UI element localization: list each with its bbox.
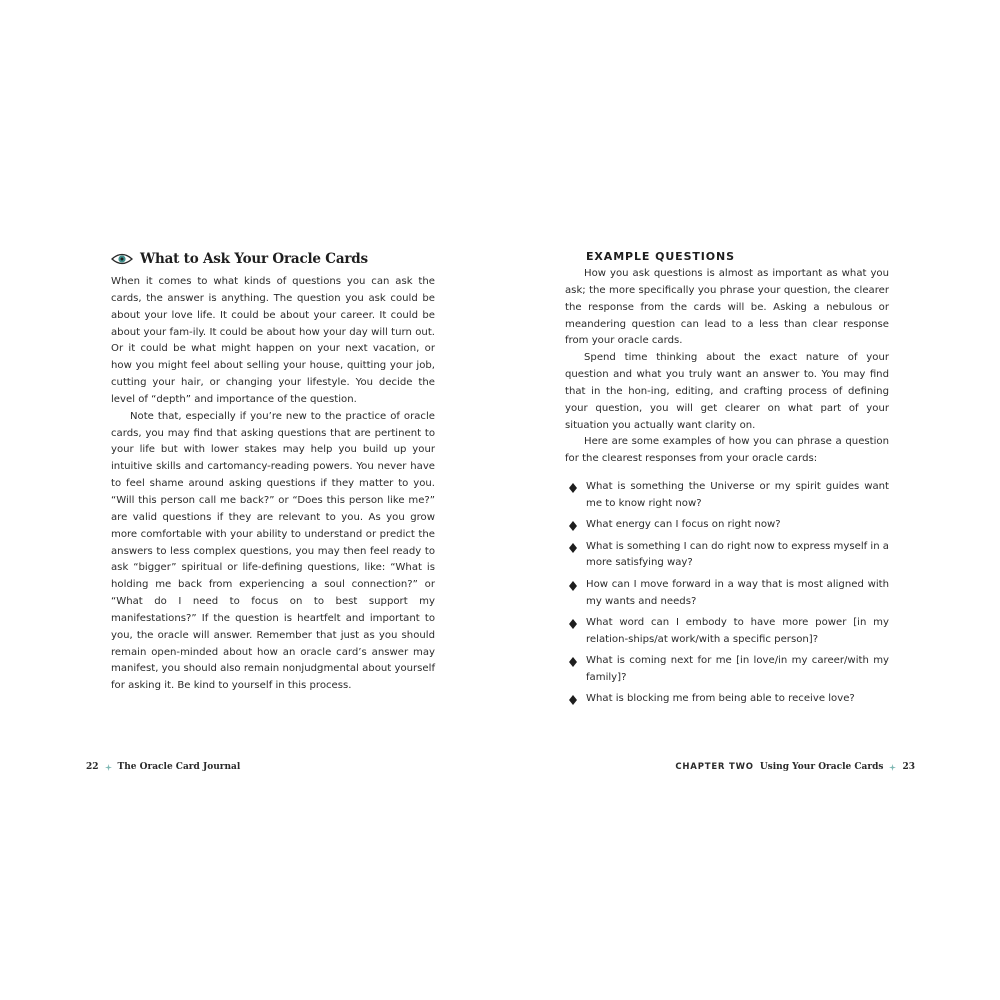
question-text: What is something I can do right now to express myself in a more satisfying way?: [586, 540, 889, 569]
left-body-text: [111, 274, 435, 695]
paragraph: Spend time thinking about the exact nature of your question and what you truly want an answer to. You may find that in the hon-ing, editing, and crafting process of defining your question, you will get clearer on what part of your situation you actually want clarity on.: [565, 352, 889, 431]
diamond-icon: [569, 581, 577, 591]
list-item: [565, 653, 889, 687]
list-item: [565, 517, 889, 534]
section-heading-text: What to Ask Your Oracle Cards: [140, 251, 368, 267]
page-number: 23: [902, 762, 915, 772]
page-number: 22: [86, 762, 99, 772]
diamond-icon: [569, 521, 577, 531]
right-footer: [675, 762, 915, 772]
diamond-icon: [569, 483, 577, 493]
eye-icon: [111, 252, 133, 266]
question-text: What word can I embody to have more power [in my relation-ships/at work/with a specific person]?: [586, 616, 889, 645]
question-text: How can I move forward in a way that is most aligned with my wants and needs?: [586, 578, 889, 607]
list-item: [565, 691, 889, 708]
paragraph: How you ask questions is almost as important as what you ask; the more specifically you phrase your question, the clearer the response from the cards will be. Asking a nebulous or meandering question can lead to a less than clear response from your oracle cards.: [565, 268, 889, 347]
list-item: [565, 479, 889, 513]
sparkle-icon: [105, 764, 112, 771]
diamond-icon: [569, 657, 577, 667]
list-item: [565, 615, 889, 649]
example-questions-heading: EXAMPLE QUESTIONS: [586, 250, 735, 263]
book-title: The Oracle Card Journal: [117, 762, 241, 772]
paragraph: Here are some examples of how you can phrase a question for the clearest responses from your oracle cards:: [565, 436, 889, 465]
diamond-icon: [569, 543, 577, 553]
section-heading: [111, 249, 451, 269]
diamond-icon: [569, 695, 577, 705]
paragraph: When it comes to what kinds of questions you can ask the cards, the answer is anything. The question you ask could be about your love life. It could be about your career. It could be about your fam-ily. It could be about how your day will turn out. Or it could be what might happen on your next vacation, or how you might feel about selling your house, quitting your job, cutting your hair, or changing your lifestyle. You decide the level of “depth” and importance of the question.: [111, 276, 435, 405]
diamond-icon: [569, 619, 577, 629]
list-item: [565, 539, 889, 573]
left-footer: [86, 762, 240, 772]
question-text: What energy can I focus on right now?: [586, 519, 781, 531]
question-list: [565, 479, 889, 713]
chapter-label: CHAPTER TWO: [675, 762, 754, 772]
question-text: What is blocking me from being able to receive love?: [586, 693, 855, 705]
paragraph: Note that, especially if you’re new to the practice of oracle cards, you may find that asking questions that are pertinent to your life but with lower stakes may help you build up your intuitive skills and cartomancy-reading powers. You never have to feel shame around asking questions if they matter to you. “Will this person call me back?” or “Does this person like me?” are valid questions if they are relevant to you. As you grow more comfortable with your ability to understand or predict the answers to less complex questions, you may then feel ready to ask “bigger” spiritual or life-defining questions, like: “What is holding me back from experiencing a soul connection?” or “What do I need to focus on to best support my manifestations?” If the question is heartfelt and important to you, the oracle will answer. Remember that just as you should remain open-minded about how an oracle card’s answer may manifest, you should also remain nonjudgmental about yourself for asking it. Be kind to yourself in this process.: [111, 410, 435, 692]
chapter-title: Using Your Oracle Cards: [759, 762, 884, 772]
sparkle-icon: [889, 764, 896, 771]
question-text: What is something the Universe or my spirit guides want me to know right now?: [586, 481, 889, 509]
right-body-text: [565, 266, 889, 468]
list-item: [565, 577, 889, 611]
question-text: What is coming next for me [in love/in my career/with my family]?: [586, 655, 889, 683]
